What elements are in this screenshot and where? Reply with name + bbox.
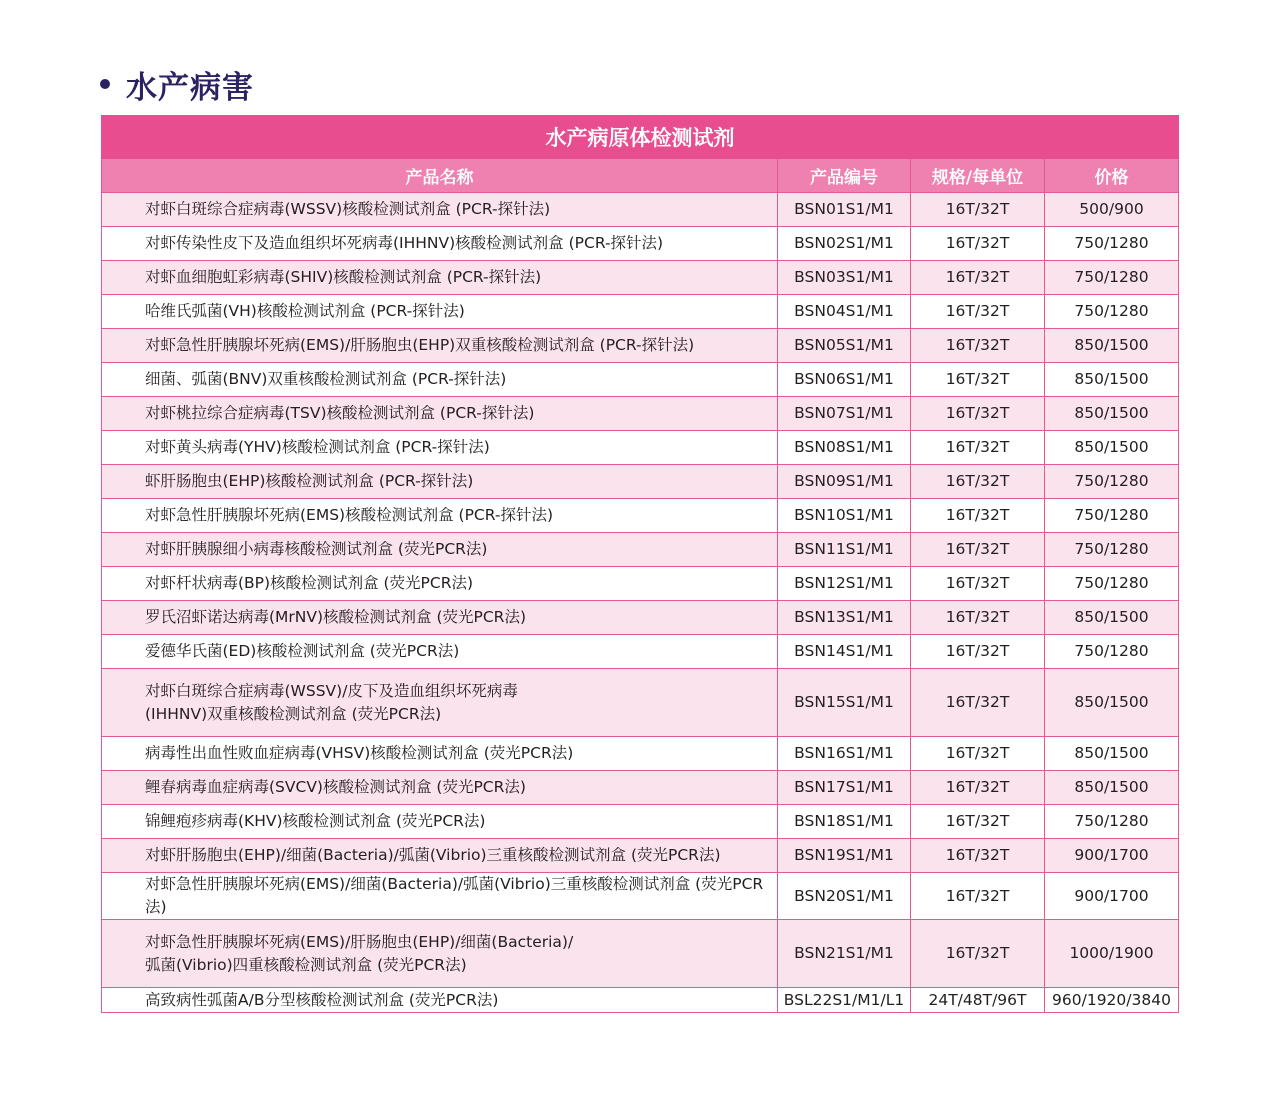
product-price: 850/1500 [1045, 363, 1179, 397]
product-price: 850/1500 [1045, 771, 1179, 805]
product-code: BSN20S1/M1 [778, 873, 911, 920]
product-price: 750/1280 [1045, 261, 1179, 295]
product-price: 850/1500 [1045, 329, 1179, 363]
table-row [102, 261, 1179, 295]
product-table [101, 115, 1179, 1013]
product-code: BSN09S1/M1 [778, 465, 911, 499]
product-spec: 16T/32T [911, 771, 1045, 805]
product-code: BSN03S1/M1 [778, 261, 911, 295]
product-name [102, 920, 778, 988]
table-row [102, 329, 1179, 363]
product-spec: 16T/32T [911, 193, 1045, 227]
product-price: 750/1280 [1045, 567, 1179, 601]
product-spec: 16T/32T [911, 839, 1045, 873]
product-table-container [101, 115, 1178, 1013]
product-spec: 16T/32T [911, 465, 1045, 499]
product-name: 细菌、弧菌(BNV)双重核酸检测试剂盒 (PCR-探针法) [102, 363, 778, 397]
product-code: BSN19S1/M1 [778, 839, 911, 873]
product-name-line: (IHHNV)双重核酸检测试剂盒 (荧光PCR法) [145, 704, 442, 723]
product-spec: 16T/32T [911, 363, 1045, 397]
product-name: 对虾杆状病毒(BP)核酸检测试剂盒 (荧光PCR法) [102, 567, 778, 601]
section-title: 水产病害 [126, 69, 254, 106]
product-price: 960/1920/3840 [1045, 988, 1179, 1013]
product-spec: 16T/32T [911, 920, 1045, 988]
product-spec: 16T/32T [911, 227, 1045, 261]
product-spec: 16T/32T [911, 873, 1045, 920]
product-spec: 16T/32T [911, 533, 1045, 567]
bullet-icon [100, 79, 110, 89]
product-spec: 16T/32T [911, 567, 1045, 601]
product-price: 750/1280 [1045, 227, 1179, 261]
product-spec: 16T/32T [911, 261, 1045, 295]
product-spec: 16T/32T [911, 499, 1045, 533]
table-row [102, 839, 1179, 873]
product-code: BSN16S1/M1 [778, 737, 911, 771]
table-row [102, 988, 1179, 1013]
product-code: BSL22S1/M1/L1 [778, 988, 911, 1013]
product-price: 850/1500 [1045, 397, 1179, 431]
product-name: 罗氏沼虾诺达病毒(MrNV)核酸检测试剂盒 (荧光PCR法) [102, 601, 778, 635]
product-code: BSN13S1/M1 [778, 601, 911, 635]
table-row [102, 533, 1179, 567]
table-row [102, 737, 1179, 771]
product-spec: 16T/32T [911, 669, 1045, 737]
table-row [102, 465, 1179, 499]
table-row [102, 431, 1179, 465]
table-row [102, 363, 1179, 397]
table-row [102, 669, 1179, 737]
product-price: 1000/1900 [1045, 920, 1179, 988]
product-name: 对虾肝肠胞虫(EHP)/细菌(Bacteria)/弧菌(Vibrio)三重核酸检测试剂盒 (荧光PCR法) [102, 839, 778, 873]
product-name: 虾肝肠胞虫(EHP)核酸检测试剂盒 (PCR-探针法) [102, 465, 778, 499]
product-name [102, 669, 778, 737]
product-name-line: 对虾白斑综合症病毒(WSSV)/皮下及造血组织坏死病毒 [145, 681, 518, 700]
header-spec: 规格/每单位 [911, 159, 1045, 193]
product-name: 对虾桃拉综合症病毒(TSV)核酸检测试剂盒 (PCR-探针法) [102, 397, 778, 431]
table-row [102, 635, 1179, 669]
product-price: 500/900 [1045, 193, 1179, 227]
product-code: BSN08S1/M1 [778, 431, 911, 465]
table-row [102, 295, 1179, 329]
product-spec: 16T/32T [911, 329, 1045, 363]
product-name: 对虾黄头病毒(YHV)核酸检测试剂盒 (PCR-探针法) [102, 431, 778, 465]
product-code: BSN04S1/M1 [778, 295, 911, 329]
product-price: 850/1500 [1045, 669, 1179, 737]
product-price: 750/1280 [1045, 805, 1179, 839]
product-code: BSN06S1/M1 [778, 363, 911, 397]
product-name: 哈维氏弧菌(VH)核酸检测试剂盒 (PCR-探针法) [102, 295, 778, 329]
product-name: 对虾传染性皮下及造血组织坏死病毒(IHHNV)核酸检测试剂盒 (PCR-探针法) [102, 227, 778, 261]
product-code: BSN17S1/M1 [778, 771, 911, 805]
product-price: 750/1280 [1045, 533, 1179, 567]
product-spec: 24T/48T/96T [911, 988, 1045, 1013]
product-code: BSN05S1/M1 [778, 329, 911, 363]
product-name: 对虾白斑综合症病毒(WSSV)核酸检测试剂盒 (PCR-探针法) [102, 193, 778, 227]
product-spec: 16T/32T [911, 601, 1045, 635]
product-code: BSN02S1/M1 [778, 227, 911, 261]
table-caption-row [102, 116, 1179, 159]
product-price: 750/1280 [1045, 295, 1179, 329]
header-price: 价格 [1045, 159, 1179, 193]
product-price: 750/1280 [1045, 635, 1179, 669]
product-spec: 16T/32T [911, 397, 1045, 431]
table-row [102, 920, 1179, 988]
product-spec: 16T/32T [911, 805, 1045, 839]
section-heading [100, 62, 254, 106]
product-name: 对虾急性肝胰腺坏死病(EMS)核酸检测试剂盒 (PCR-探针法) [102, 499, 778, 533]
product-spec: 16T/32T [911, 431, 1045, 465]
product-code: BSN11S1/M1 [778, 533, 911, 567]
product-name: 爱德华氏菌(ED)核酸检测试剂盒 (荧光PCR法) [102, 635, 778, 669]
product-code: BSN07S1/M1 [778, 397, 911, 431]
table-caption: 水产病原体检测试剂 [102, 116, 1179, 159]
product-code: BSN18S1/M1 [778, 805, 911, 839]
product-price: 750/1280 [1045, 465, 1179, 499]
product-price: 750/1280 [1045, 499, 1179, 533]
table-row [102, 771, 1179, 805]
header-product-code: 产品编号 [778, 159, 911, 193]
product-spec: 16T/32T [911, 295, 1045, 329]
product-name: 鲤春病毒血症病毒(SVCV)核酸检测试剂盒 (荧光PCR法) [102, 771, 778, 805]
product-code: BSN14S1/M1 [778, 635, 911, 669]
product-code: BSN10S1/M1 [778, 499, 911, 533]
product-name: 对虾急性肝胰腺坏死病(EMS)/细菌(Bacteria)/弧菌(Vibrio)三重核酸检测试剂盒 (荧光PCR法) [102, 873, 778, 920]
product-name: 锦鲤疱疹病毒(KHV)核酸检测试剂盒 (荧光PCR法) [102, 805, 778, 839]
product-price: 850/1500 [1045, 431, 1179, 465]
product-spec: 16T/32T [911, 737, 1045, 771]
product-price: 850/1500 [1045, 601, 1179, 635]
product-name-line: 对虾急性肝胰腺坏死病(EMS)/肝肠胞虫(EHP)/细菌(Bacteria)/ [145, 932, 574, 951]
table-row [102, 601, 1179, 635]
product-code: BSN12S1/M1 [778, 567, 911, 601]
product-name: 病毒性出血性败血症病毒(VHSV)核酸检测试剂盒 (荧光PCR法) [102, 737, 778, 771]
table-row [102, 805, 1179, 839]
product-code: BSN21S1/M1 [778, 920, 911, 988]
table-header-row [102, 159, 1179, 193]
table-row [102, 873, 1179, 920]
product-name: 对虾血细胞虹彩病毒(SHIV)核酸检测试剂盒 (PCR-探针法) [102, 261, 778, 295]
product-price: 850/1500 [1045, 737, 1179, 771]
product-code: BSN01S1/M1 [778, 193, 911, 227]
product-name-line: 弧菌(Vibrio)四重核酸检测试剂盒 (荧光PCR法) [145, 955, 467, 974]
product-price: 900/1700 [1045, 839, 1179, 873]
product-spec: 16T/32T [911, 635, 1045, 669]
product-price: 900/1700 [1045, 873, 1179, 920]
table-row [102, 567, 1179, 601]
product-name: 对虾肝胰腺细小病毒核酸检测试剂盒 (荧光PCR法) [102, 533, 778, 567]
table-row [102, 499, 1179, 533]
table-row [102, 397, 1179, 431]
table-row [102, 193, 1179, 227]
header-product-name: 产品名称 [102, 159, 778, 193]
table-row [102, 227, 1179, 261]
product-name: 对虾急性肝胰腺坏死病(EMS)/肝肠胞虫(EHP)双重核酸检测试剂盒 (PCR-探针法) [102, 329, 778, 363]
product-name: 高致病性弧菌A/B分型核酸检测试剂盒 (荧光PCR法) [102, 988, 778, 1013]
product-code: BSN15S1/M1 [778, 669, 911, 737]
